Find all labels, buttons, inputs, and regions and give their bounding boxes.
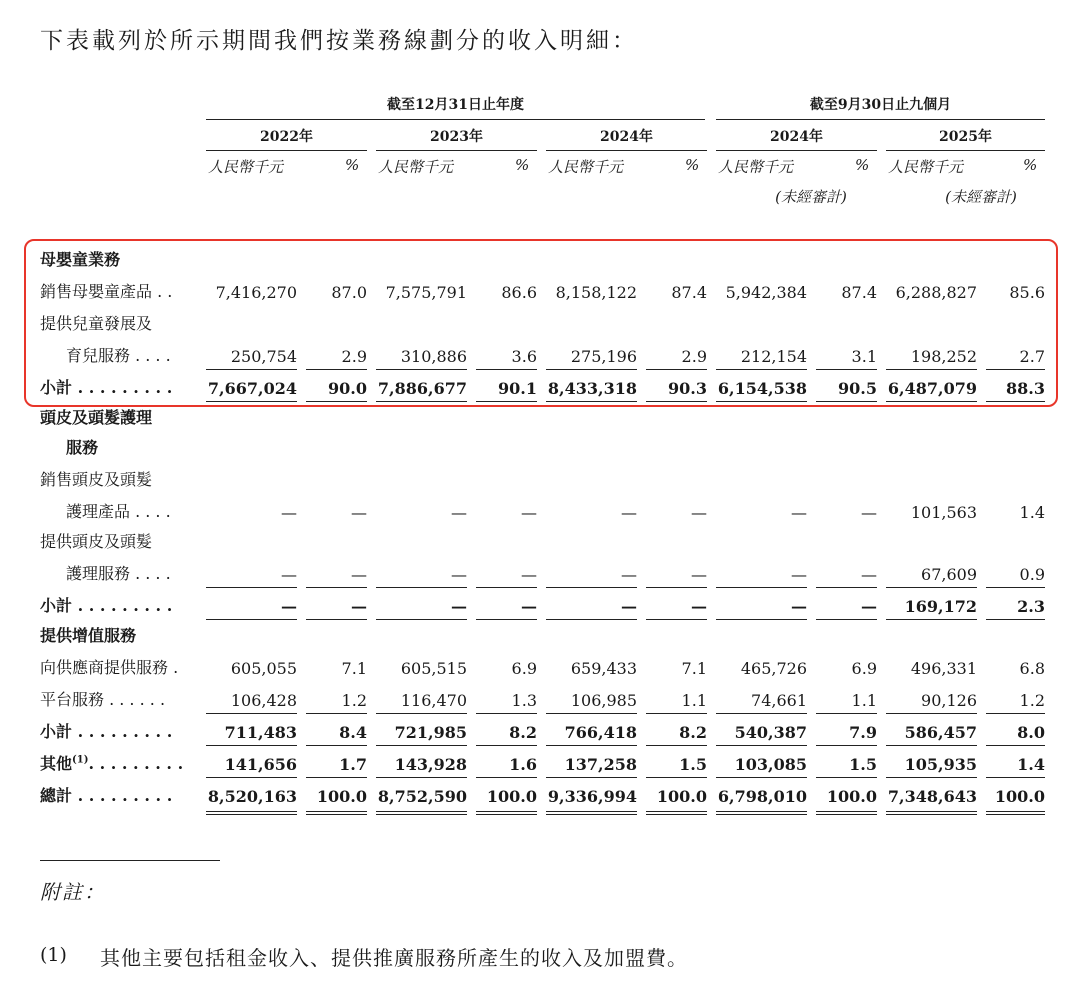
- percent-cell: —: [521, 597, 537, 616]
- underline: [646, 713, 707, 714]
- percent-cell: 1.1: [851, 691, 877, 710]
- amount-cell: 605,515: [400, 659, 467, 678]
- footnote-text: 其他主要包括租金收入、提供推廣服務所產生的收入及加盟費。: [100, 946, 688, 970]
- amount-cell: 7,348,643: [887, 787, 977, 806]
- amount-cell: 5,942,384: [725, 283, 807, 302]
- amount-cell: 250,754: [230, 347, 297, 366]
- row-label: 服務: [66, 438, 99, 457]
- underline: [816, 713, 877, 714]
- percent-cell: —: [521, 565, 537, 584]
- underline: [306, 587, 367, 588]
- amount-cell: 90,126: [921, 691, 977, 710]
- year-header: 2025年: [886, 126, 1045, 151]
- percent-cell: 100.0: [656, 787, 707, 806]
- percent-cell: 90.5: [838, 379, 877, 398]
- table-row: [0, 340, 1080, 370]
- row-label: 育兒服務 . . . .: [66, 346, 171, 365]
- amount-cell: 7,667,024: [207, 379, 297, 398]
- percent-cell: 2.9: [681, 347, 707, 366]
- percent-cell: —: [691, 565, 707, 584]
- percent-cell: —: [861, 565, 877, 584]
- amount-cell: 540,387: [734, 723, 807, 742]
- amount-cell: 67,609: [921, 565, 977, 584]
- percent-cell: 90.0: [328, 379, 367, 398]
- amount-cell: —: [791, 565, 807, 584]
- underline: [476, 713, 537, 714]
- percent-header: %: [1023, 156, 1038, 174]
- unaudited-note: (未經審計): [775, 188, 847, 206]
- row-label: 銷售母嬰童產品 . .: [40, 282, 173, 301]
- table-row: [0, 372, 1080, 402]
- percent-header: %: [855, 156, 870, 174]
- row-label: 總計 . . . . . . . . .: [40, 786, 173, 805]
- double-underline: [376, 811, 467, 815]
- underline: [986, 713, 1045, 714]
- underline: [646, 369, 707, 370]
- underline: [716, 745, 807, 746]
- percent-header: %: [685, 156, 700, 174]
- footnote-rule: [40, 860, 220, 861]
- amount-cell: 586,457: [904, 723, 977, 742]
- row-label: 母嬰童業務: [40, 250, 121, 269]
- amount-cell: 496,331: [910, 659, 977, 678]
- table-row: [0, 652, 1080, 682]
- percent-cell: 1.5: [849, 755, 877, 774]
- percent-cell: 1.2: [341, 691, 367, 710]
- amount-cell: 7,575,791: [385, 283, 467, 302]
- underline: [886, 369, 977, 370]
- underline: [986, 777, 1045, 778]
- underline: [306, 745, 367, 746]
- amount-cell: 212,154: [740, 347, 807, 366]
- underline: [476, 587, 537, 588]
- underline: [986, 587, 1045, 588]
- percent-cell: —: [861, 597, 877, 616]
- table-row: [0, 558, 1080, 588]
- underline: [716, 777, 807, 778]
- underline: [986, 745, 1045, 746]
- amount-cell: 198,252: [910, 347, 977, 366]
- table-row: [0, 402, 1080, 432]
- table-row: [0, 526, 1080, 556]
- percent-header: %: [515, 156, 530, 174]
- row-label: 向供應商提供服務 .: [40, 658, 179, 677]
- underline: [306, 369, 367, 370]
- underline: [886, 713, 977, 714]
- amount-cell: —: [451, 503, 467, 522]
- underline: [206, 587, 297, 588]
- year-header: 2023年: [376, 126, 537, 151]
- row-label: 小計 . . . . . . . . .: [40, 378, 173, 397]
- underline: [816, 745, 877, 746]
- year-header: 2024年: [716, 126, 877, 151]
- amount-cell: 137,258: [564, 755, 637, 774]
- percent-cell: 7.9: [849, 723, 877, 742]
- table-row: [0, 276, 1080, 306]
- amount-cell: 8,752,590: [377, 787, 467, 806]
- underline: [886, 777, 977, 778]
- amount-cell: 659,433: [570, 659, 637, 678]
- footnote-marker: (1): [40, 944, 67, 966]
- table-row: [0, 620, 1080, 650]
- double-underline: [816, 811, 877, 815]
- underline: [816, 587, 877, 588]
- row-label: 頭皮及頭髮護理: [40, 408, 153, 427]
- amount-cell: 275,196: [570, 347, 637, 366]
- amount-cell: 465,726: [740, 659, 807, 678]
- amount-cell: 169,172: [904, 597, 977, 616]
- amount-cell: 8,520,163: [207, 787, 297, 806]
- underline: [646, 745, 707, 746]
- row-label: 提供頭皮及頭髮: [40, 532, 153, 551]
- underline: [646, 587, 707, 588]
- percent-cell: —: [861, 503, 877, 522]
- amount-cell: 106,428: [230, 691, 297, 710]
- double-underline: [886, 811, 977, 815]
- percent-cell: 2.7: [1019, 347, 1045, 366]
- table-row: [0, 716, 1080, 746]
- underline: [546, 369, 637, 370]
- amount-cell: —: [451, 565, 467, 584]
- underline: [716, 369, 807, 370]
- underline: [816, 369, 877, 370]
- amount-cell: —: [621, 597, 637, 616]
- underline: [546, 745, 637, 746]
- percent-cell: 87.4: [841, 283, 877, 302]
- amount-cell: 8,158,122: [555, 283, 637, 302]
- table-row: [0, 496, 1080, 526]
- percent-cell: 100.0: [826, 787, 877, 806]
- percent-cell: —: [691, 503, 707, 522]
- amount-cell: —: [621, 565, 637, 584]
- underline: [476, 777, 537, 778]
- percent-cell: 1.3: [511, 691, 537, 710]
- amount-cell: —: [621, 503, 637, 522]
- table-row: [0, 684, 1080, 714]
- amount-cell: 6,154,538: [717, 379, 807, 398]
- amount-cell: 101,563: [910, 503, 977, 522]
- underline: [816, 777, 877, 778]
- underline: [206, 745, 297, 746]
- row-label: 小計 . . . . . . . . .: [40, 596, 173, 615]
- percent-cell: —: [521, 503, 537, 522]
- underline: [476, 745, 537, 746]
- underline: [376, 777, 467, 778]
- amount-cell: 106,985: [570, 691, 637, 710]
- underline: [206, 369, 297, 370]
- underline: [546, 777, 637, 778]
- unit-header: 人民幣千元: [888, 158, 964, 176]
- percent-cell: 8.2: [509, 723, 537, 742]
- underline: [206, 777, 297, 778]
- percent-cell: 8.4: [339, 723, 367, 742]
- double-underline: [306, 811, 367, 815]
- underline: [376, 713, 467, 714]
- percent-cell: 1.5: [679, 755, 707, 774]
- amount-cell: 143,928: [394, 755, 467, 774]
- underline: [206, 713, 297, 714]
- underline: [376, 587, 467, 588]
- percent-cell: 1.7: [339, 755, 367, 774]
- percent-cell: 6.9: [851, 659, 877, 678]
- year-header: 2022年: [206, 126, 367, 151]
- amount-cell: 105,935: [904, 755, 977, 774]
- percent-cell: 1.1: [681, 691, 707, 710]
- percent-cell: 90.3: [668, 379, 707, 398]
- underline: [986, 369, 1045, 370]
- amount-cell: 721,985: [394, 723, 467, 742]
- table-row: [0, 432, 1080, 462]
- amount-cell: 310,886: [400, 347, 467, 366]
- percent-cell: 100.0: [994, 787, 1045, 806]
- amount-cell: —: [281, 597, 297, 616]
- percent-cell: 7.1: [681, 659, 707, 678]
- amount-cell: 6,288,827: [895, 283, 977, 302]
- unit-header: 人民幣千元: [548, 158, 624, 176]
- amount-cell: 711,483: [224, 723, 297, 742]
- percent-header: %: [345, 156, 360, 174]
- unit-header: 人民幣千元: [718, 158, 794, 176]
- underline: [306, 777, 367, 778]
- unit-header: 人民幣千元: [378, 158, 454, 176]
- percent-cell: 0.9: [1019, 565, 1045, 584]
- percent-cell: 100.0: [486, 787, 537, 806]
- percent-cell: 2.9: [341, 347, 367, 366]
- underline: [376, 745, 467, 746]
- percent-cell: 8.2: [679, 723, 707, 742]
- amount-cell: —: [791, 503, 807, 522]
- underline: [306, 713, 367, 714]
- underline: [886, 745, 977, 746]
- underline: [546, 713, 637, 714]
- percent-cell: 100.0: [316, 787, 367, 806]
- percent-cell: 6.9: [511, 659, 537, 678]
- percent-cell: 87.0: [331, 283, 367, 302]
- percent-cell: 1.6: [509, 755, 537, 774]
- row-label-dots: . . . . . . . . .: [88, 754, 184, 773]
- percent-cell: 6.8: [1019, 659, 1045, 678]
- amount-cell: —: [451, 597, 467, 616]
- amount-cell: 766,418: [564, 723, 637, 742]
- percent-cell: 1.4: [1017, 755, 1045, 774]
- amount-cell: —: [791, 597, 807, 616]
- percent-cell: 1.4: [1019, 503, 1045, 522]
- percent-cell: 3.6: [511, 347, 537, 366]
- table-row: [0, 244, 1080, 274]
- year-header: 2024年: [546, 126, 707, 151]
- double-underline: [716, 811, 807, 815]
- percent-cell: 90.1: [498, 379, 537, 398]
- underline: [546, 587, 637, 588]
- double-underline: [546, 811, 637, 815]
- amount-cell: 9,336,994: [547, 787, 637, 806]
- percent-cell: 1.2: [1019, 691, 1045, 710]
- percent-cell: 8.0: [1017, 723, 1045, 742]
- percent-cell: —: [351, 503, 367, 522]
- percent-cell: —: [691, 597, 707, 616]
- row-label: 平台服務 . . . . . .: [40, 690, 166, 709]
- row-label: 其他$^{(1)}$. . . . . . . . .: [40, 754, 184, 773]
- percent-cell: 86.6: [501, 283, 537, 302]
- amount-cell: —: [281, 503, 297, 522]
- underline: [716, 713, 807, 714]
- amount-cell: 7,886,677: [377, 379, 467, 398]
- table-row: [0, 748, 1080, 778]
- table-row: [0, 590, 1080, 620]
- table-row: [0, 780, 1080, 810]
- row-label: 提供兒童發展及: [40, 314, 153, 333]
- underline: [716, 587, 807, 588]
- unit-header: 人民幣千元: [208, 158, 284, 176]
- percent-cell: 88.3: [1006, 379, 1045, 398]
- double-underline: [476, 811, 537, 815]
- percent-cell: 87.4: [671, 283, 707, 302]
- amount-cell: 141,656: [224, 755, 297, 774]
- double-underline: [646, 811, 707, 815]
- percent-cell: 3.1: [851, 347, 877, 366]
- amount-cell: 103,085: [734, 755, 807, 774]
- row-label: 提供增值服務: [40, 626, 137, 645]
- double-underline: [986, 811, 1045, 815]
- footnote-ref: (1): [72, 754, 89, 766]
- percent-cell: 85.6: [1009, 283, 1045, 302]
- amount-cell: 116,470: [400, 691, 467, 710]
- row-label: 護理服務 . . . .: [66, 564, 171, 583]
- amount-cell: 74,661: [751, 691, 807, 710]
- table-row: [0, 464, 1080, 494]
- footnote-title: 附註：: [40, 880, 106, 904]
- percent-cell: —: [351, 597, 367, 616]
- header-nine-months: 截至9月30日止九個月: [716, 94, 1045, 120]
- underline: [886, 587, 977, 588]
- amount-cell: —: [281, 565, 297, 584]
- underline: [376, 369, 467, 370]
- row-label: 銷售頭皮及頭髮: [40, 470, 153, 489]
- row-label: 護理產品 . . . .: [66, 502, 171, 521]
- amount-cell: 605,055: [230, 659, 297, 678]
- amount-cell: 8,433,318: [547, 379, 637, 398]
- amount-cell: 7,416,270: [215, 283, 297, 302]
- unaudited-note: (未經審計): [945, 188, 1017, 206]
- header-full-year: 截至12月31日止年度: [206, 94, 705, 120]
- amount-cell: 6,487,079: [887, 379, 977, 398]
- percent-cell: —: [351, 565, 367, 584]
- percent-cell: 2.3: [1017, 597, 1045, 616]
- underline: [476, 369, 537, 370]
- double-underline: [206, 811, 297, 815]
- underline: [646, 777, 707, 778]
- table-row: [0, 308, 1080, 338]
- percent-cell: 7.1: [341, 659, 367, 678]
- amount-cell: 6,798,010: [717, 787, 807, 806]
- intro-text: 下表載列於所示期間我們按業務線劃分的收入明細：: [40, 28, 638, 54]
- row-label: 小計 . . . . . . . . .: [40, 722, 173, 741]
